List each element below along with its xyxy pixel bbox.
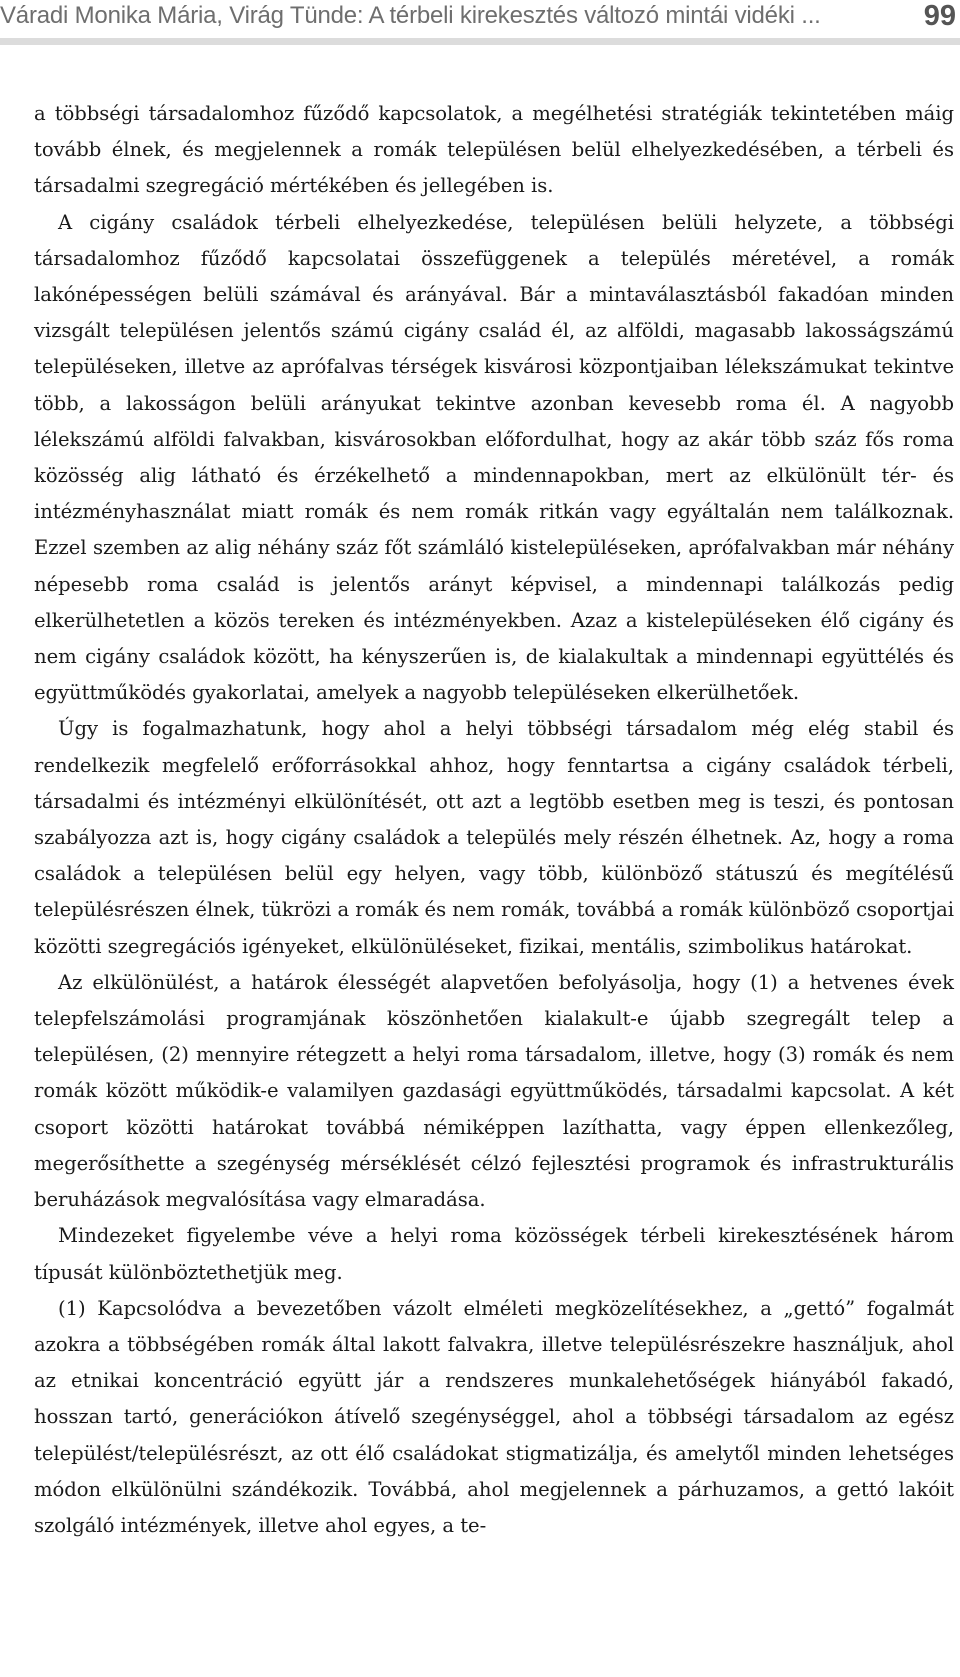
header-rule bbox=[0, 38, 960, 45]
paragraph: Úgy is fogalmazhatunk, hogy ahol a helyi többségi társadalom még elég stabil és rendelkezik megfelelő erőforrásokkal ahhoz, hogy fenntartsa a cigány családok térbeli, társadalmi és intézményi elkülönítését, ott azt a legtöbb esetben meg is teszi, és pontosan szabályozza azt is, hogy cigány családok a település mely részén élhetnek. Az, hogy a roma családok a településen belül egy helyen, vagy több, különböző státuszú és megítélésű településrészen élnek, tükrözi a romák és nem romák, továbbá a romák különböző csoportjai közötti szegregációs igényeket, elkülönüléseket, fizikai, mentális, szimbolikus határokat. bbox=[34, 717, 954, 958]
paragraph: A cigány családok térbeli elhelyezkedése, településen belüli helyzete, a többségi társadalomhoz fűződő kapcsolatai összefüggenek a település méretével, a romák lakónépességen belüli számával és arányával. Bár a mintaválasztásból fakadóan minden vizsgált településen jelentős számú cigány család él, az alföldi, magasabb lakosságszámú településeken, illetve az aprófalvas térségek kisvárosi központjaiban lélekszámukat tekintve több, a lakosságon belüli arányukat tekintve azonban kevesebb roma él. A nagyobb lélekszámú alföldi falvakban, kisvárosokban előfordulhat, hogy az akár több száz fős roma közösség alig látható és érzékelhető a mindennapokban, mert az elkülönült tér- és intézményhasználat miatt romák és nem romák ritkán vagy egyáltalán nem találkoznak. Ezzel szemben az alig néhány száz főt számláló kistelepüléseken, aprófalvakban már néhány népesebb roma család is jelentős arányt képvisel, a mindennapi találkozás pedig elkerülhetetlen a közös tereken és intézményekben. Azaz a kistelepüléseken élő cigány és nem cigány családok között, ha kényszerűen is, de kialakultak a mindennapi együttélés és együttműködés gyakorlatai, amelyek a nagyobb településeken elkerülhetőek. bbox=[34, 210, 954, 705]
paragraph: (1) Kapcsolódva a bevezetőben vázolt elméleti megközelítésekhez, a „gettó” fogalmát azokra a többségében romák által lakott falvakra, illetve településrészekre használjuk, ahol az etnikai koncentráció együtt jár a rendszeres munkalehetőségek hiányából fakadó, hosszan tartó, generációkon átívelő szegénységgel, ahol a többségi társadalom az egész települést/településrészt, az ott élő családokat stigmatizálja, és amelytől minden lehetséges módon elkülönülni szándékozik. Továbbá, ahol megjelennek a párhuzamos, a gettó lakóit szolgáló intézmények, illetve ahol egyes, a te- bbox=[34, 1296, 954, 1537]
page-number: 99 bbox=[923, 0, 956, 32]
running-title: Váradi Monika Mária, Virág Tünde: A térbeli kirekesztés változó mintái vidéki ... bbox=[0, 2, 821, 29]
running-head bbox=[0, 0, 960, 46]
paragraph: Mindezeket figyelembe véve a helyi roma közösségek térbeli kirekesztésének három típusát különböztethetjük meg. bbox=[34, 1224, 954, 1284]
body-text bbox=[34, 96, 954, 1544]
paragraph: Az elkülönülést, a határok élességét alapvetően befolyásolja, hogy (1) a hetvenes évek telepfelszámolási programjának köszönhetően kialakult-e újabb szegregált telep a településen, (2) mennyire rétegzett a helyi roma társadalom, illetve, hogy (3) romák és nem romák között működik-e valamilyen gazdasági együttműködés, társadalmi kapcsolat. A két csoport közötti határokat továbbá némiképpen lazíthatta, vagy éppen ellenkezőleg, megerősíthette a szegénység mérséklését célzó fejlesztési programok és infrastrukturális beruházások megvalósítása vagy elmaradása. bbox=[34, 970, 954, 1212]
paragraph-continuation: a többségi társadalomhoz fűződő kapcsolatok, a megélhetési stratégiák tekintetében máig tovább élnek, és megjelennek a romák településen belül elhelyezkedésében, a térbeli és társadalmi szegregáció mértékében és jellegében is. bbox=[34, 102, 954, 198]
